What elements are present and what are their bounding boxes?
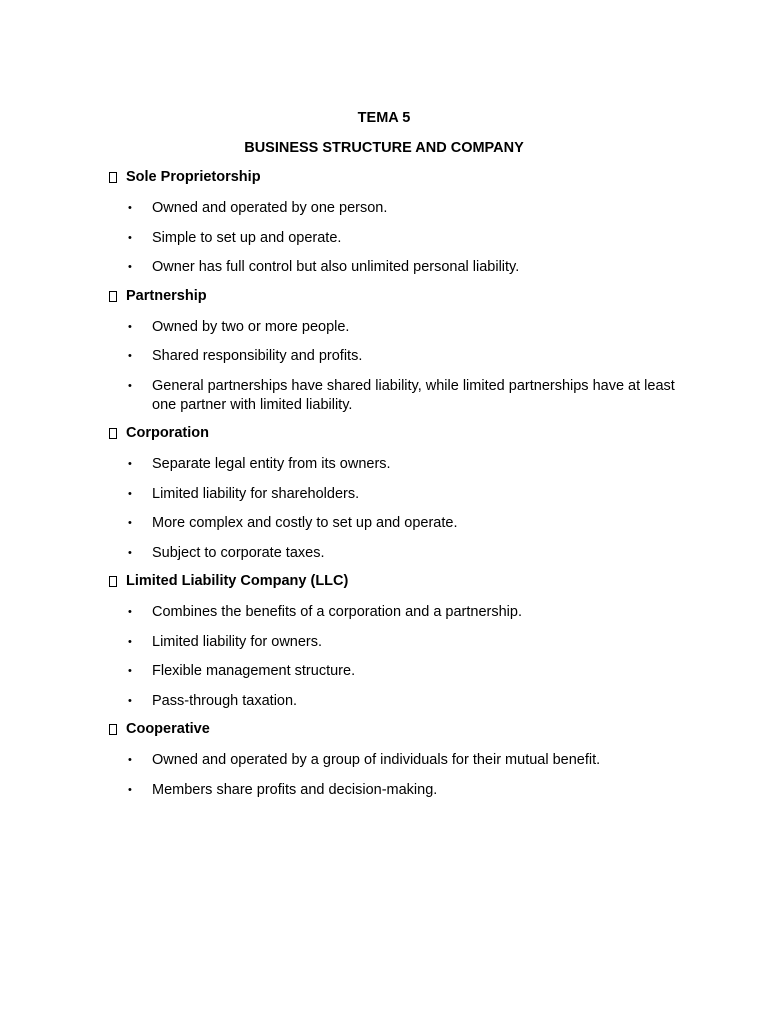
bullet-list — [107, 199, 677, 277]
bullet-icon: • — [128, 665, 132, 677]
document-title: TEMA 5 — [357, 110, 411, 126]
list-item — [107, 603, 677, 622]
bullet-list — [107, 751, 677, 800]
list-item-text: Owned by two or more people. — [152, 318, 350, 335]
bullet-icon: • — [128, 350, 132, 362]
bullet-icon: • — [128, 783, 132, 796]
list-item — [107, 781, 677, 800]
bullet-icon: • — [128, 231, 132, 244]
list-item — [107, 692, 677, 711]
bullet-icon: • — [128, 487, 132, 500]
section-list — [107, 169, 677, 800]
list-item — [107, 514, 677, 533]
checkbox-icon — [109, 576, 117, 587]
section-header — [107, 573, 677, 590]
section — [107, 721, 677, 800]
bullet-list — [107, 603, 677, 711]
list-item — [107, 662, 677, 681]
list-item-text: Simple to set up and operate. — [152, 229, 342, 246]
bullet-icon: • — [128, 517, 132, 529]
list-item-text: Subject to corporate taxes. — [152, 544, 325, 561]
list-item-text: Limited liability for owners. — [152, 633, 323, 650]
list-item — [107, 258, 677, 277]
section-header — [107, 425, 677, 442]
section-heading: Sole Proprietorship — [126, 169, 261, 185]
bullet-list — [107, 455, 677, 563]
section — [107, 169, 677, 277]
section-heading: Corporation — [126, 425, 209, 441]
section — [107, 573, 677, 711]
bullet-icon: • — [128, 635, 132, 648]
checkbox-icon — [109, 291, 117, 302]
list-item-text: Pass-through taxation. — [152, 692, 298, 709]
bullet-icon: • — [128, 754, 132, 766]
section-heading: Partnership — [126, 287, 207, 304]
list-item — [107, 318, 677, 337]
checkbox-icon — [109, 428, 117, 439]
list-item — [107, 199, 677, 218]
list-item-text: More complex and costly to set up and operate. — [152, 515, 458, 531]
list-item-text: Owner has full control but also unlimited personal liability. — [152, 259, 520, 275]
list-item-text: Members share profits and decision-making. — [152, 781, 438, 798]
section-heading: Limited Liability Company (LLC) — [126, 573, 349, 589]
checkbox-icon — [109, 724, 117, 735]
list-item-text: Shared responsibility and profits. — [152, 348, 363, 364]
list-item-text: Owned and operated by one person. — [152, 200, 388, 216]
list-item — [107, 485, 677, 504]
bullet-icon: • — [128, 694, 132, 707]
section-header — [107, 169, 677, 186]
section-header — [107, 721, 677, 738]
bullet-icon: • — [128, 458, 132, 470]
list-item — [107, 377, 677, 415]
list-item-text: Separate legal entity from its owners. — [152, 456, 391, 472]
list-item-text: Flexible management structure. — [152, 663, 356, 679]
bullet-icon: • — [128, 546, 132, 559]
document-subtitle: BUSINESS STRUCTURE AND COMPANY — [244, 140, 524, 156]
list-item — [107, 633, 677, 652]
list-item-text: Limited liability for shareholders. — [152, 485, 360, 502]
list-item — [107, 455, 677, 474]
bullet-icon: • — [128, 261, 132, 273]
list-item-text: Combines the benefits of a corporation and a partnership. — [152, 604, 522, 620]
section-heading: Cooperative — [126, 721, 210, 737]
section — [107, 288, 677, 415]
bullet-icon: • — [128, 379, 132, 392]
section-header — [107, 288, 677, 305]
list-item — [107, 544, 677, 563]
bullet-icon: • — [128, 606, 132, 618]
list-item — [107, 751, 677, 770]
list-item — [107, 347, 677, 366]
bullet-icon: • — [128, 202, 132, 214]
list-item-text: General partnerships have shared liability, while limited partnerships have at least one partner with limited liability. — [152, 377, 675, 413]
list-item-text: Owned and operated by a group of individuals for their mutual benefit. — [152, 752, 601, 768]
list-item — [107, 229, 677, 248]
section — [107, 425, 677, 563]
bullet-icon: • — [128, 320, 132, 333]
bullet-list — [107, 318, 677, 415]
checkbox-icon — [109, 172, 117, 183]
